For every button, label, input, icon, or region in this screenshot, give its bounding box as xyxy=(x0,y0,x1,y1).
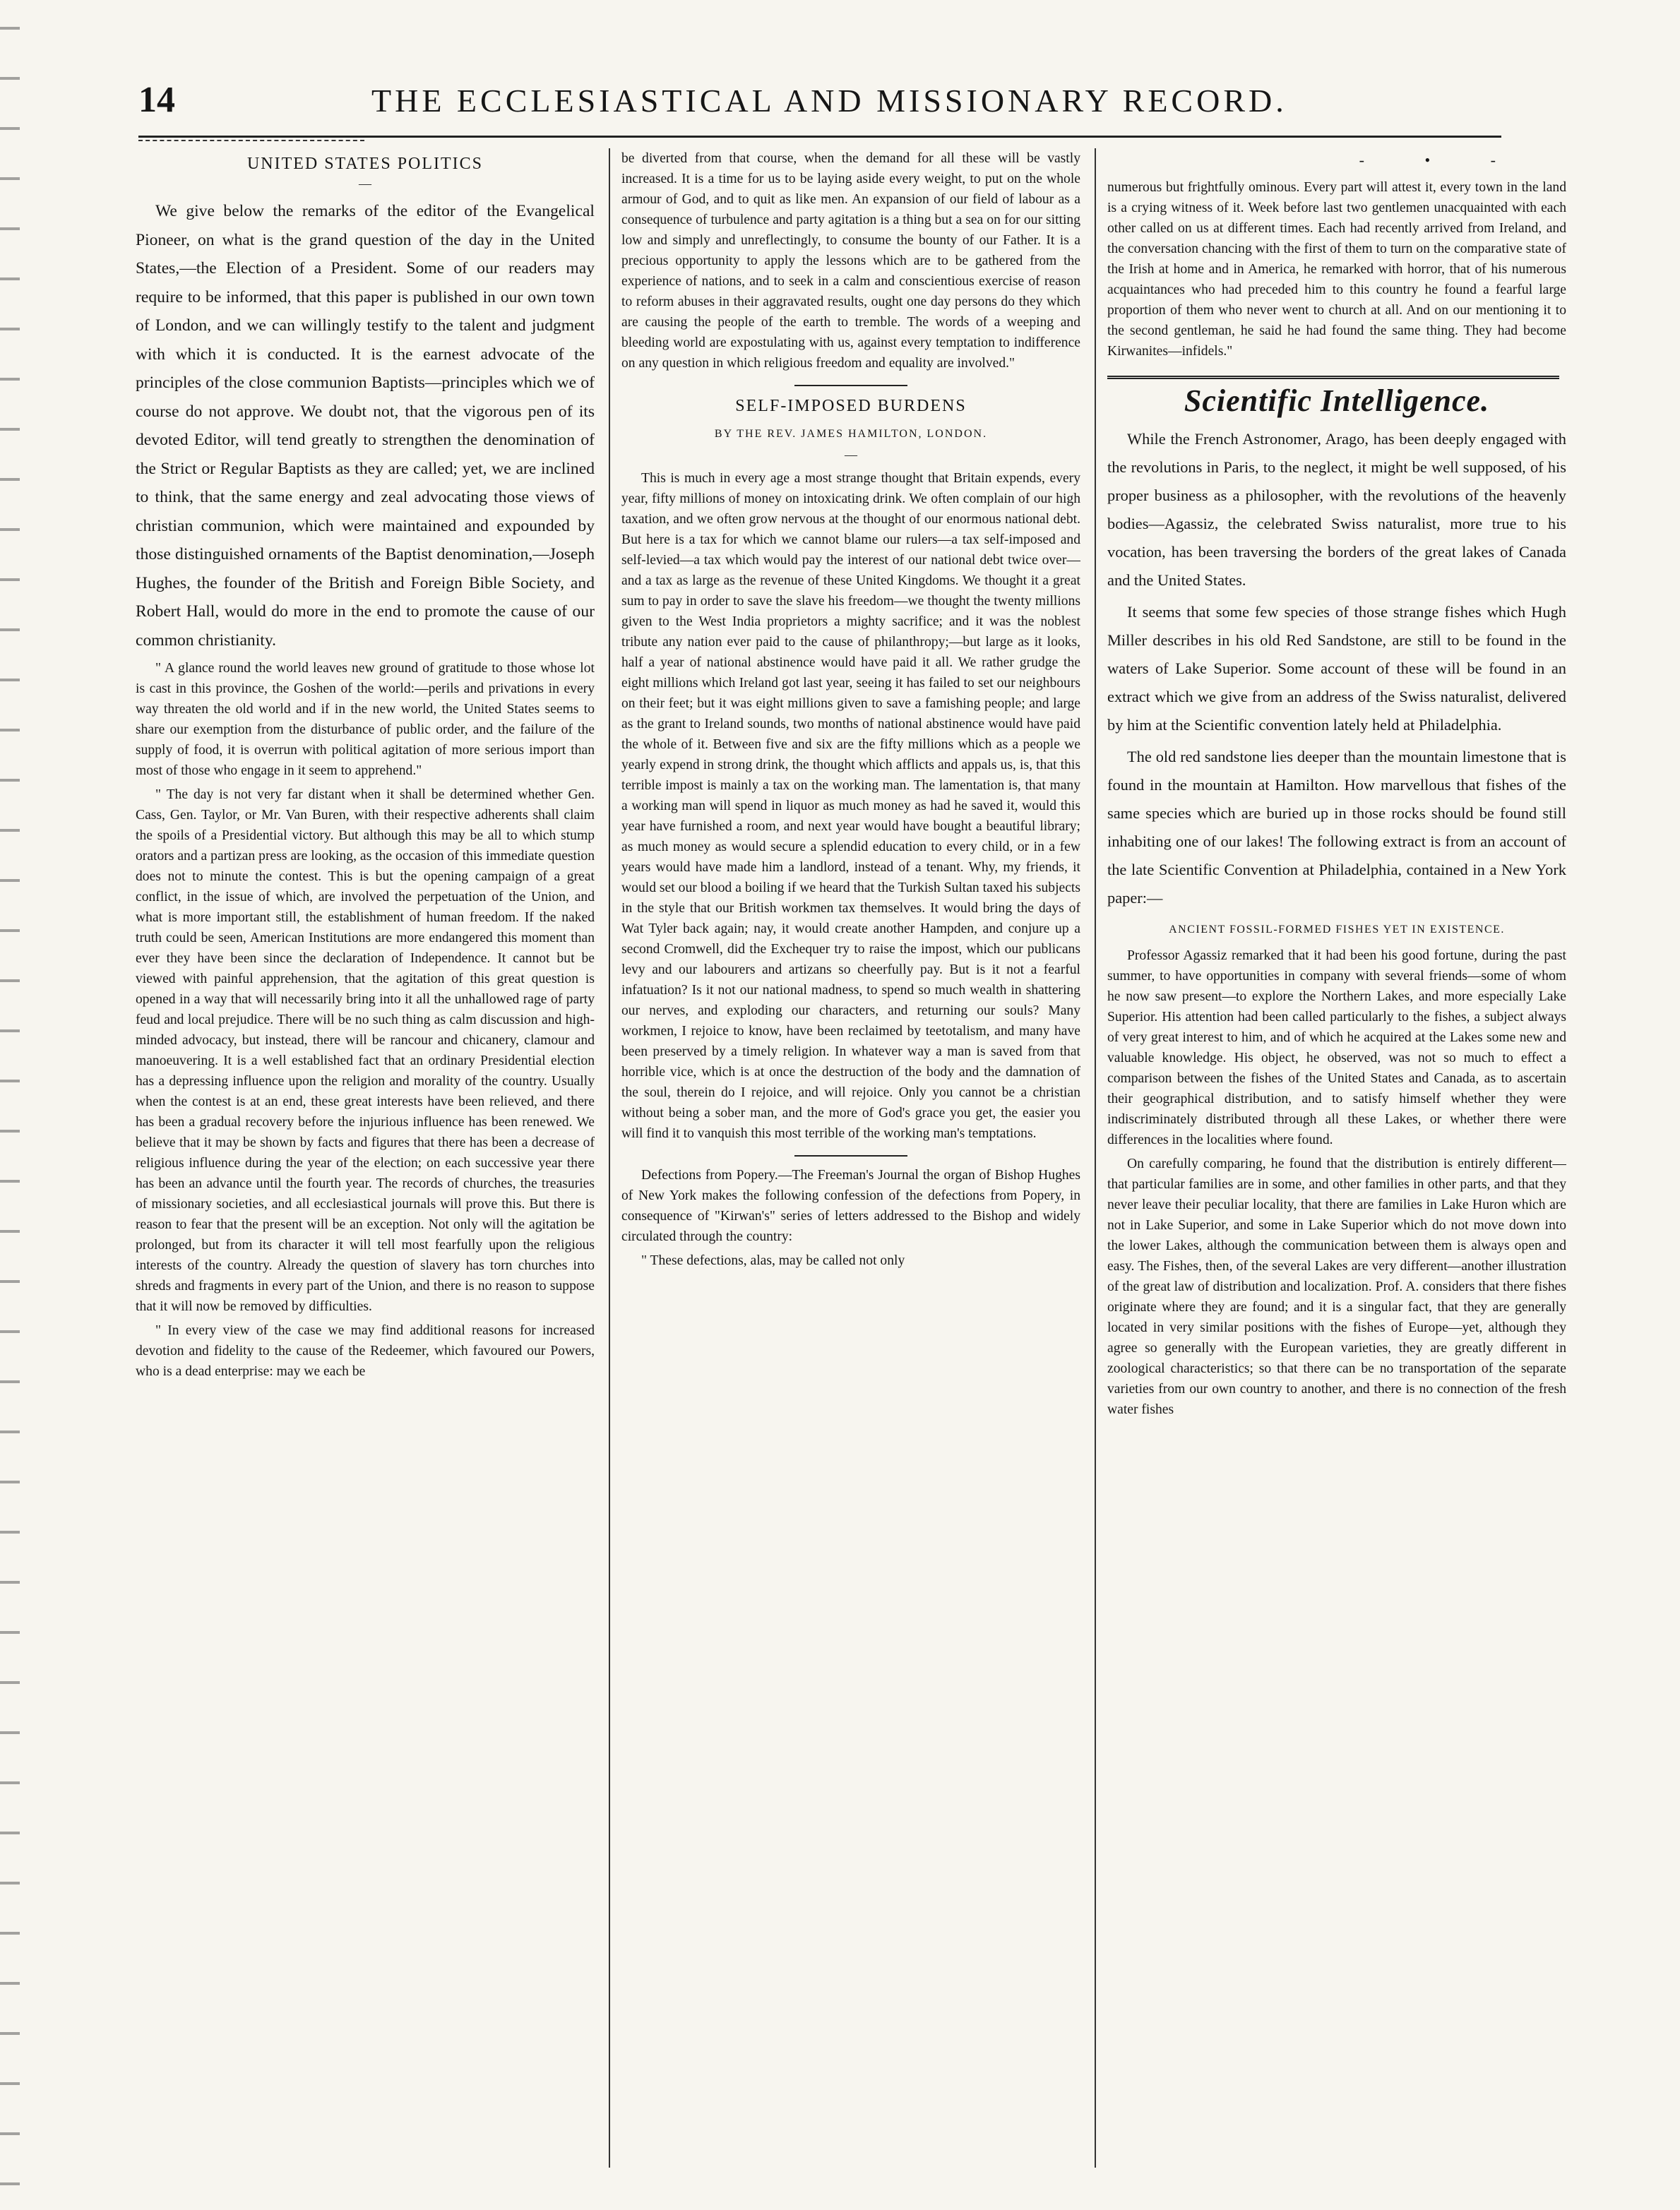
article-paragraph: " The day is not very far distant when it shall be determined whether Gen. Cass, Gen. Taylor, or Mr. Van Buren, with their respective adherents shall claim the spoils of a Presidential victory. But although this may be all to which stump orators and a partizan press are looking, as the occasion of this immediate question does not to minute the contest. This is but the opening campaign of a great conflict, in the issue of which, are involved the perpetuation of the Union, and what is more important still, the establishment of human freedom. If the naked truth could be seen, American Institutions are more endangered this moment than ever they have been since the declaration of Independence. It cannot but be viewed with painful apprehension, that the agitation of this great question is opened in a way that will necessarily bring into it all the unhallowed rage of party feud and local prejudice. There will be no such thing as calm discussion and high-minded advocacy, but instead, there will be rancour and chicanery, clamour and manoeuvering. It is a well established fact that an ordinary Presidential election has a depressing influence upon the religion and morality of the country. Usually when the contest is at an end, these great interests have been relieved, and there has been a gradual recovery before the injurious influence has been renewed. We believe that it may be shown by facts and figures that there has been a decrease of religious influence during the year of the election; on each successive year there has been an advance until the fourth year. The records of churches, the treasuries of missionary societies, and all ecclesiastical journals will prove this. But there is reason to fear that the present will be an exception. Not only will the agitation be prolonged, but from its character it will tell most fearfully upon the religious interests of the country. Already the question of slavery has torn churches into shreds and fragments in every part of the Union, and there is no reason to suppose that it will now be removed by difficulties. xyxy=(136,787,595,1314)
article-paragraph: Professor Agassiz remarked that it had been his good fortune, during the past summer, to have opportunities in company with several friends—some of whom he now saw present—to explore the Northern Lakes, and more especially Lake Superior. His attention had been called particularly to the fishes, a subject always of very great interest to him, and of which he acquired at the Lakes some new and valuable knowledge. His object, he observed, was not so much to effect a comparison between the fishes of the United States and Canada, as to ascertain their geographical distribution, and to satisfy himself whether they were indiscriminately distributed through all these Lakes, or whether there were differences in the localities where found. xyxy=(1107,948,1566,1147)
page-header xyxy=(138,79,1530,131)
article-paragraph: Defections from Popery.—The Freeman's Journal the organ of Bishop Hughes of New York makes the following confession of the defections from Popery, in consequence of "Kirwan's" series of letters addressed to the Bishop and widely circulated through the country: xyxy=(621,1168,1080,1244)
article-paragraph: On carefully comparing, he found that the distribution is entirely different—that particular families are in some, and other families in other parts, and that they never leave their peculiar locality, that there are families in Lake Huron which are not in Lake Superior, and some in Lake Superior which do not move down into the lower Lakes, although the communication between them is always open and easy. The Fishes, then, of the several Lakes are very different—another illustration of the great law of distribution and localization. Prof. A. considers that there fishes originate where they are found; and it is a singular fact, that they are generally located in very similar positions with the fishes of Europe—yet, although they agree so generally with the European varieties, they are greatly different in zoological characteristics; so that there can be no transportation of the separate varieties from our own country to another, and there is no connection of the fresh water fishes xyxy=(1107,1157,1566,1417)
journal-title: THE ECCLESIASTICAL AND MISSIONARY RECORD. xyxy=(371,83,1287,119)
section-rule xyxy=(794,385,907,386)
article-byline: BY THE REV. JAMES HAMILTON, LONDON. xyxy=(714,428,988,440)
article-paragraph: " These defections, alas, may be called not only xyxy=(641,1253,905,1268)
article-paragraph: be diverted from that course, when the demand for all these will be vastly increased. It is a time for us to be laying aside every weight, to put on the whole armour of God, and to quit as like men. An expansion of our field of labour as a consequence of turbulence and party agitation is a thing but a sea on for our sitting low and simply and unreflectingly, to consume the bounty of our Father. It is a precious opportunity to apply the lessons which are to be gathered from the experience of nations, and to seek in a calm and conscientious exercise of reason to reform abuses in their aggravated results, ought one day persons do they which are causing the people of the earth to tremble. The words of a weeping and bleeding world are expostulating with us, against every temptation to indifference on any question in which religious freedom and equality are involved." xyxy=(621,151,1080,371)
article-subheading: ANCIENT FOSSIL-FORMED FISHES YET IN EXISTENCE. xyxy=(1169,924,1505,936)
heading-dash: — xyxy=(845,448,857,462)
article-paragraph: The old red sandstone lies deeper than the mountain limestone that is found in the mountain at Hamilton. How marvellous that fishes of the same species which are buried up in those rocks should be found still inhabiting one of our lakes! The following extract is from an account of the late Scientific Convention at Philadelphia, contained in a New York paper:— xyxy=(1107,748,1566,907)
article-paragraph: While the French Astronomer, Arago, has been deeply engaged with the revolutions in Paris, to the neglect, it might be well supposed, of his proper business as a philosopher, with the revolutions of the heavenly bodies—Agassiz, the celebrated Swiss naturalist, more true to his vocation, has been traversing the borders of the great lakes of Canada and the United States. xyxy=(1107,430,1566,589)
column-divider xyxy=(609,148,610,2168)
article-heading-self-imposed-burdens: SELF-IMPOSED BURDENS xyxy=(735,397,967,415)
article-heading-us-politics: UNITED STATES POLITICS xyxy=(246,155,484,173)
header-rule xyxy=(138,136,1501,138)
top-marks: - • - xyxy=(1359,151,1524,169)
article-paragraph: numerous but frightfully ominous. Every part will attest it, every town in the land is a crying witness of it. Week before last two gentlemen unacquainted with each other called on us at different times. Each had recently arrived from Ireland, and the conversation chancing with the first of them to turn on the comparative state of the Irish at home and in America, he remarked with horror, that of his numerous acquaintances who had preceded him to this country he found a fearful large proportion of them who never went to church at all. And on our mentioning it to the second gentleman, he said he had found the same thing. They had become Kirwanites—infidels." xyxy=(1107,180,1566,359)
section-rule xyxy=(794,1155,907,1157)
article-paragraph: " In every view of the case we may find additional reasons for increased devotion and fidelity to the cause of the Redeemer, which favoured our Powers, who is a dead enterprise: may we each be xyxy=(136,1323,595,1379)
page-number: 14 xyxy=(138,80,175,120)
column-1 xyxy=(136,148,595,2182)
article-paragraph: It seems that some few species of those strange fishes which Hugh Miller describes in his old Red Sandstone, are still to be found in the waters of Lake Superior. Some account of these will be found in an extract which we give from an address of the Swiss naturalist, delivered by him at the Scientific convention lately held at Philadelphia. xyxy=(1107,603,1566,734)
article-paragraph: " A glance round the world leaves new ground of gratitude to those whose lot is cast in this province, the Goshen of the world:—perils and privations in every way threaten the old world and if in the new world, the United States seems to share our exemption from the disturbance of public order, and the failure of the supply of food, it is overrun with political agitation of more serious import than most of those who engage in it seem to apprehend." xyxy=(136,661,595,778)
heading-dash: — xyxy=(359,177,371,191)
column-divider xyxy=(1095,148,1096,2168)
article-paragraph: This is much in every age a most strange thought that Britain expends, every year, fifty millions of money on intoxicating drink. We often complain of our high taxation, and we often grow nervous at the thought of our enormous national debt. But here is a tax for which we cannot blame our rulers—a tax self-imposed and self-levied—a tax which would pay the interest of our national debt twice over—and a tax as large as the revenue of these United Kingdoms. We thought it a great sum to pay in order to save the slave his freedom—we thought the twenty millions given to the West India proprietors a mighty sacrifice; and it was the noblest tribute any nation ever paid to the cause of philanthropy;—but large as it looks, half a year of national abstinence would have paid it all. We rather grudge the eight millions which Ireland got last year, seeing it has failed to set our neighbours on their feet; but it was eight millions given to save a famishing people; and large as the grant to Ireland sounds, two months of national abstinence would have paid the whole of it. Between five and six are the fifty millions which as a people we yearly expend in strong drink, the thought which afflicts and appals us, is, that this terrible impost is mainly a tax on the working man. The lamentation is, that many a working man will spend in liquor as much money as had he saved it, would this year have furnished a room, and next year would have bought a beautiful library; as much money as would secure a splendid education to every child, or in a few years would have made him a landlord, instead of a tenant. Why, my friends, it would set our blood a boiling if we heard that the Turkish Sultan taxed his subjects in the style that our British workmen tax themselves. It would bring the days of Wat Tyler back again; nay, it would create another Hampden, and conjure up a second Cromwell, did the Exchequer try to raise the impost, which our publicans levy and our labourers and artizans so cheerfully pay. But is it not a fearful infatuation? Is it not our national madness, to spend so much wealth in shattering our nerves, and exploding our characters, and returning our souls? Many workmen, I rejoice to know, have been reclaimed by teetotalism, and many have been preserved by a timely religion. In whatever way a man is saved from that horrible vice, which is at once the destruction of the body and the damnation of the soul, therein do I rejoice, and will rejoice. Only you cannot be a christian without being a sober man, and the more of God's grace you get, the easier you will find it to vanquish this most terrible of the working man's temptations. xyxy=(621,471,1080,1141)
column-2 xyxy=(621,148,1080,2182)
header-rule-ornament xyxy=(138,140,364,141)
section-heading-scientific-intelligence: Scientific Intelligence. xyxy=(1184,383,1490,418)
article-paragraph: We give below the remarks of the editor of the Evangelical Pioneer, on what is the grand question of the day in the United States,—the Election of a President. Some of our readers may require to be informed, that this paper is published in our own town of London, and we can willingly testify to the talent and judgment with which it is conducted. It is the earnest advocate of the principles of the close communion Baptists—principles which we of course do not approve. We doubt not, that the vigorous pen of its devoted Editor, will tend greatly to strengthen the denomination of the Strict or Regular Baptists as they are called; yet, we are inclined to think, that the same energy and zeal advocating those views of christian communion, which were maintained and expounded by those distinguished ornaments of the Baptist denomination,—Joseph Hughes, the founder of the British and Foreign Bible Society, and Robert Hall, would do more in the end to promote the cause of our common christianity. xyxy=(136,202,595,650)
column-3 xyxy=(1107,148,1566,2182)
page-edge-bleed xyxy=(0,0,20,2210)
section-rule xyxy=(1107,376,1559,379)
